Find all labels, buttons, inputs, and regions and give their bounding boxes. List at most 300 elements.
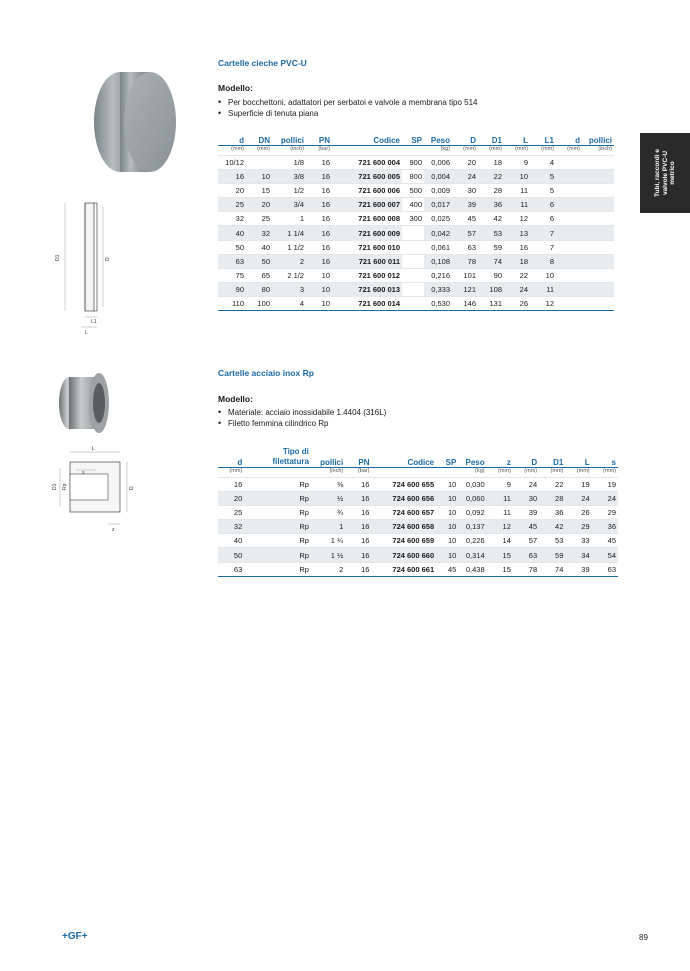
table-cell: 40 — [218, 226, 246, 240]
table-cell: 500 — [402, 184, 424, 198]
table-cell: 45 — [452, 212, 478, 226]
table-cell — [582, 240, 614, 254]
table-cell: 0,006 — [424, 156, 452, 170]
table-cell: 11 — [487, 506, 513, 520]
table-cell: 40 — [246, 240, 272, 254]
table-cell: 0,009 — [424, 184, 452, 198]
table-cell: 16 — [306, 184, 332, 198]
dim-label-d1: D1 — [52, 483, 58, 490]
table-units-row — [218, 468, 618, 478]
table-cell — [556, 268, 582, 282]
table-row — [218, 212, 614, 226]
pvc-blind-disc-image — [85, 65, 195, 180]
table-header-row — [218, 443, 618, 468]
table-cell: 63 — [218, 562, 244, 576]
table-cell: 20 — [218, 492, 244, 506]
table-row — [218, 296, 614, 310]
table-cell: 4 — [272, 296, 306, 310]
table-cell: 32 — [218, 520, 244, 534]
table-cell: 0,314 — [458, 548, 486, 562]
table-cell: 10 — [436, 534, 458, 548]
table-cell: 10 — [436, 506, 458, 520]
table-cell: 20 — [218, 184, 246, 198]
product-code-cell: 724 600 658 — [371, 520, 436, 534]
stainless-steel-cap-drawing — [52, 442, 137, 537]
table-row — [218, 534, 618, 548]
table-cell: 3/4 — [272, 198, 306, 212]
table-cell: 5 — [530, 184, 556, 198]
table-cell — [556, 198, 582, 212]
table-cell: 16 — [345, 492, 371, 506]
dim-label-z: z — [112, 527, 115, 533]
table-cell: 45 — [592, 534, 618, 548]
table-cell: 11 — [487, 492, 513, 506]
table-cell: 1 — [272, 212, 306, 226]
unit-cell: (mm) — [513, 468, 539, 478]
table-cell: 26 — [504, 296, 530, 310]
table-cell: 22 — [539, 478, 565, 492]
table-cell: 0,137 — [458, 520, 486, 534]
table-cell: 59 — [478, 240, 504, 254]
table-cell: Rp — [244, 506, 311, 520]
unit-cell: (mm) — [565, 468, 591, 478]
dim-label-d1: D1 — [55, 254, 61, 261]
table-cell: 10 — [306, 268, 332, 282]
unit-cell — [402, 146, 424, 156]
unit-cell: (bar) — [306, 146, 332, 156]
table-cell: 1 — [311, 520, 345, 534]
table-cell: 10 — [246, 170, 272, 184]
column-header: DN — [258, 136, 270, 145]
table-cell: 25 — [246, 212, 272, 226]
table-row — [218, 184, 614, 198]
table-cell — [582, 254, 614, 268]
table-cell: 0,530 — [424, 296, 452, 310]
pvc-blind-disc-drawing — [55, 195, 125, 340]
product-code-cell: 724 600 657 — [371, 506, 436, 520]
unit-cell: (mm) — [556, 146, 582, 156]
table-cell: 0,025 — [424, 212, 452, 226]
table-cell: 57 — [513, 534, 539, 548]
table-cell — [556, 156, 582, 170]
product-code-cell: 721 600 010 — [332, 240, 402, 254]
table-cell: 24 — [452, 170, 478, 184]
table-cell: 16 — [345, 562, 371, 576]
product-code-cell: 721 600 012 — [332, 268, 402, 282]
table-cell: 11 — [504, 198, 530, 212]
table-cell: 16 — [504, 240, 530, 254]
table-cell — [582, 296, 614, 310]
table-row — [218, 478, 618, 492]
table-cell: 1 ¼ — [311, 534, 345, 548]
side-tab-label: Tubi, raccordi e valvole PVC-U metrico — [653, 149, 676, 197]
table-cell: 0,017 — [424, 198, 452, 212]
table-cell: 57 — [452, 226, 478, 240]
table-cell: 0,438 — [458, 562, 486, 576]
table-cell: 16 — [345, 548, 371, 562]
product-code-cell: 721 600 013 — [332, 282, 402, 296]
table-cell: 108 — [478, 282, 504, 296]
table-header-row — [218, 133, 614, 146]
table-cell: 90 — [478, 268, 504, 282]
table-row — [218, 170, 614, 184]
table-cell: 7 — [530, 226, 556, 240]
table-cell — [402, 282, 424, 296]
table-cell — [402, 296, 424, 310]
table-cell: 16 — [306, 156, 332, 170]
table-cell: 0,108 — [424, 254, 452, 268]
table-cell: 16 — [306, 254, 332, 268]
table-row — [218, 282, 614, 296]
table-cell: 0,042 — [424, 226, 452, 240]
table-cell: 6 — [530, 198, 556, 212]
table-cell: 65 — [246, 268, 272, 282]
table-cell: 18 — [478, 156, 504, 170]
table-cell: 16 — [218, 170, 246, 184]
table-cell: 26 — [565, 506, 591, 520]
column-header: d — [237, 458, 243, 467]
table-cell: Rp — [244, 492, 311, 506]
table-cell: 29 — [565, 520, 591, 534]
page-number: 89 — [639, 933, 648, 942]
dim-label-l: L — [92, 446, 95, 452]
table-cell — [582, 212, 614, 226]
table-row — [218, 254, 614, 268]
column-header: z — [506, 458, 511, 467]
table-cell: 0,216 — [424, 268, 452, 282]
table-cell: 4 — [530, 156, 556, 170]
unit-cell — [436, 468, 458, 478]
table-cell: 16 — [306, 240, 332, 254]
table-row — [218, 268, 614, 282]
table-cell: Rp — [244, 478, 311, 492]
stainless-steel-cap-image — [55, 368, 115, 438]
dim-label-s: s — [82, 470, 85, 476]
table-cell: 22 — [504, 268, 530, 282]
table-cell: 1 1/2 — [272, 240, 306, 254]
table-cell: 0,226 — [458, 534, 486, 548]
table-cell: 7 — [530, 240, 556, 254]
table-cell: 20 — [246, 198, 272, 212]
column-header: Peso — [465, 458, 485, 467]
table-cell — [246, 156, 272, 170]
table-cell: 90 — [218, 282, 246, 296]
table-cell: 12 — [504, 212, 530, 226]
table-cell: 1 ½ — [311, 548, 345, 562]
table-cell: 0,060 — [458, 492, 486, 506]
table-cell — [556, 212, 582, 226]
table-cell: 2 1/2 — [272, 268, 306, 282]
unit-cell: (bar) — [345, 468, 371, 478]
stainless-steel-cap-table — [218, 443, 618, 577]
table-cell: 45 — [436, 562, 458, 576]
table-cell: 9 — [487, 478, 513, 492]
table-cell: 131 — [478, 296, 504, 310]
table-cell: 6 — [530, 212, 556, 226]
dim-label-rp: Rp — [62, 483, 68, 490]
table-units-row — [218, 146, 614, 156]
unit-cell: (inch) — [582, 146, 614, 156]
section1-model-label: Modello: — [218, 83, 253, 93]
column-header: Peso — [430, 136, 450, 145]
table-cell — [556, 240, 582, 254]
product-code-cell: 724 600 660 — [371, 548, 436, 562]
table-cell: 24 — [504, 282, 530, 296]
product-code-cell: 721 600 011 — [332, 254, 402, 268]
column-header: pollici — [588, 136, 612, 145]
table-row — [218, 548, 618, 562]
table-cell: 13 — [504, 226, 530, 240]
unit-cell — [244, 468, 311, 478]
section2-title: Cartelle acciaio inox Rp — [218, 368, 314, 378]
table-cell: 16 — [306, 212, 332, 226]
table-cell: 10 — [504, 170, 530, 184]
table-cell — [582, 268, 614, 282]
table-cell: 16 — [306, 198, 332, 212]
product-code-cell: 721 600 007 — [332, 198, 402, 212]
table-cell: 78 — [452, 254, 478, 268]
table-row — [218, 156, 614, 170]
table-cell: 24 — [592, 492, 618, 506]
table-cell — [582, 156, 614, 170]
table-cell: 80 — [246, 282, 272, 296]
product-code-cell: 721 600 014 — [332, 296, 402, 310]
column-header: d — [239, 136, 244, 145]
table-cell: 0,092 — [458, 506, 486, 520]
table-row — [218, 226, 614, 240]
table-cell — [582, 170, 614, 184]
product-code-cell: 724 600 659 — [371, 534, 436, 548]
table-cell: 19 — [592, 478, 618, 492]
pvc-blind-disc-table — [218, 133, 614, 311]
column-header: L1 — [544, 136, 554, 145]
product-code-cell: 721 600 006 — [332, 184, 402, 198]
table-row — [218, 492, 618, 506]
table-cell: 25 — [218, 198, 246, 212]
table-cell: 16 — [218, 478, 244, 492]
unit-cell: (kg) — [458, 468, 486, 478]
table-cell: 110 — [218, 296, 246, 310]
table-cell: 25 — [218, 506, 244, 520]
product-code-cell: 724 600 661 — [371, 562, 436, 576]
table-cell — [556, 296, 582, 310]
table-cell: 16 — [345, 506, 371, 520]
unit-cell — [332, 146, 402, 156]
unit-cell: (mm) — [452, 146, 478, 156]
section2-bullets — [218, 407, 628, 429]
table-cell: 30 — [513, 492, 539, 506]
section2-model-label: Modello: — [218, 394, 253, 404]
product-code-cell: 721 600 009 — [332, 226, 402, 240]
table-cell — [582, 184, 614, 198]
table-cell: 5 — [530, 170, 556, 184]
table-row — [218, 198, 614, 212]
table-cell: 40 — [218, 534, 244, 548]
table-cell: 19 — [565, 478, 591, 492]
table-row — [218, 240, 614, 254]
table-cell — [556, 254, 582, 268]
table-cell: Rp — [244, 548, 311, 562]
table-cell: 10 — [306, 296, 332, 310]
table-cell: 400 — [402, 198, 424, 212]
table-cell: 36 — [539, 506, 565, 520]
unit-cell: (kg) — [424, 146, 452, 156]
column-header: SP — [411, 136, 422, 145]
column-header: L — [584, 458, 590, 467]
column-header: L — [523, 136, 528, 145]
table-cell: 10 — [530, 268, 556, 282]
column-header: PN — [318, 136, 330, 145]
table-cell: 2 — [272, 254, 306, 268]
table-cell: Rp — [244, 562, 311, 576]
table-cell — [582, 198, 614, 212]
table-cell: 33 — [565, 534, 591, 548]
table-cell — [402, 226, 424, 240]
table-cell: 36 — [592, 520, 618, 534]
table-cell: Rp — [244, 520, 311, 534]
table-cell — [556, 184, 582, 198]
table-cell — [402, 268, 424, 282]
table-row — [218, 520, 618, 534]
table-cell: 10/12 — [218, 156, 246, 170]
table-cell: 800 — [402, 170, 424, 184]
section1-bullet: • Superficie di tenuta piana — [218, 108, 628, 119]
table-cell: ¾ — [311, 506, 345, 520]
table-cell — [402, 240, 424, 254]
table-cell: 12 — [530, 296, 556, 310]
table-cell: 101 — [452, 268, 478, 282]
unit-cell: (inch) — [272, 146, 306, 156]
table-cell: 1/2 — [272, 184, 306, 198]
unit-cell: (mm) — [218, 146, 246, 156]
column-header: D1 — [491, 136, 502, 145]
table-cell: 53 — [478, 226, 504, 240]
column-header: Tipo di filettatura — [272, 447, 309, 466]
dim-label-d: D — [129, 486, 135, 490]
product-code-cell: 721 600 004 — [332, 156, 402, 170]
table-cell: 16 — [306, 226, 332, 240]
table-cell: 0,004 — [424, 170, 452, 184]
section2-bullet: • Filetto femmina cilindrico Rp — [218, 418, 628, 429]
table-cell: 12 — [487, 520, 513, 534]
unit-cell: (mm) — [218, 468, 244, 478]
table-cell: 50 — [218, 548, 244, 562]
table-cell: 16 — [345, 520, 371, 534]
table-cell: 50 — [218, 240, 246, 254]
table-cell: 0,333 — [424, 282, 452, 296]
table-cell: 10 — [436, 492, 458, 506]
product-code-cell: 724 600 655 — [371, 478, 436, 492]
unit-cell — [371, 468, 436, 478]
table-cell: 300 — [402, 212, 424, 226]
table-cell: 11 — [530, 282, 556, 296]
table-cell: 63 — [592, 562, 618, 576]
table-cell: 10 — [436, 520, 458, 534]
section-side-tab[interactable] — [640, 133, 690, 213]
table-cell: 15 — [487, 562, 513, 576]
table-cell: 9 — [504, 156, 530, 170]
table-cell: 42 — [539, 520, 565, 534]
table-cell: 34 — [565, 548, 591, 562]
table-cell: 16 — [345, 534, 371, 548]
product-code-cell: 721 600 008 — [332, 212, 402, 226]
table-cell: 10 — [436, 478, 458, 492]
table-cell — [582, 226, 614, 240]
column-header: s — [611, 458, 616, 467]
table-cell: 121 — [452, 282, 478, 296]
section1-bullets — [218, 97, 628, 119]
column-header: Codice — [373, 136, 400, 145]
table-cell: 146 — [452, 296, 478, 310]
table-cell: 11 — [504, 184, 530, 198]
column-header: D — [470, 136, 476, 145]
table-cell: 24 — [565, 492, 591, 506]
table-cell: 59 — [539, 548, 565, 562]
column-header: PN — [358, 458, 370, 467]
column-header: pollici — [280, 136, 304, 145]
dim-label-l: L — [85, 330, 88, 336]
unit-cell: (inch) — [311, 468, 345, 478]
dim-label-l1: L1 — [91, 319, 97, 325]
table-cell: 45 — [513, 520, 539, 534]
table-cell: 36 — [478, 198, 504, 212]
table-cell: 1/8 — [272, 156, 306, 170]
table-cell: 63 — [513, 548, 539, 562]
unit-cell: (mm) — [530, 146, 556, 156]
section1-title: Cartelle cieche PVC-U — [218, 58, 307, 68]
table-cell: 15 — [487, 548, 513, 562]
table-cell: 32 — [218, 212, 246, 226]
table-cell: 18 — [504, 254, 530, 268]
table-cell: 3/8 — [272, 170, 306, 184]
table-cell: 39 — [452, 198, 478, 212]
table-cell: 78 — [513, 562, 539, 576]
table-cell: 20 — [452, 156, 478, 170]
table-cell: 15 — [246, 184, 272, 198]
product-code-cell: 721 600 005 — [332, 170, 402, 184]
table-cell: 63 — [218, 254, 246, 268]
table-cell: 39 — [565, 562, 591, 576]
table-cell: 39 — [513, 506, 539, 520]
dim-label-d: D — [105, 257, 111, 261]
section2-bullet: • Materiale: acciaio inossidabile 1.4404 (316L) — [218, 407, 628, 418]
unit-cell: (mm) — [539, 468, 565, 478]
product-code-cell: 724 600 656 — [371, 492, 436, 506]
table-cell: 24 — [513, 478, 539, 492]
section1-bullet: • Per bocchettoni, adattatori per serbatoi e valvole a membrana tipo 514 — [218, 97, 628, 108]
column-header: d — [575, 136, 580, 145]
table-row — [218, 506, 618, 520]
table-cell: 74 — [478, 254, 504, 268]
table-cell — [556, 282, 582, 296]
table-cell: 2 — [311, 562, 345, 576]
table-cell: 32 — [246, 226, 272, 240]
column-header: D — [531, 458, 538, 467]
table-cell: 28 — [478, 184, 504, 198]
table-cell: 74 — [539, 562, 565, 576]
table-cell: 53 — [539, 534, 565, 548]
table-cell: 28 — [539, 492, 565, 506]
table-cell: 3 — [272, 282, 306, 296]
gf-logo[interactable]: +GF+ — [62, 931, 88, 942]
unit-cell: (mm) — [478, 146, 504, 156]
table-cell: 100 — [246, 296, 272, 310]
unit-cell: (mm) — [504, 146, 530, 156]
table-cell: 16 — [306, 170, 332, 184]
column-header: SP — [445, 458, 457, 467]
table-cell: 10 — [436, 548, 458, 562]
table-cell — [582, 282, 614, 296]
